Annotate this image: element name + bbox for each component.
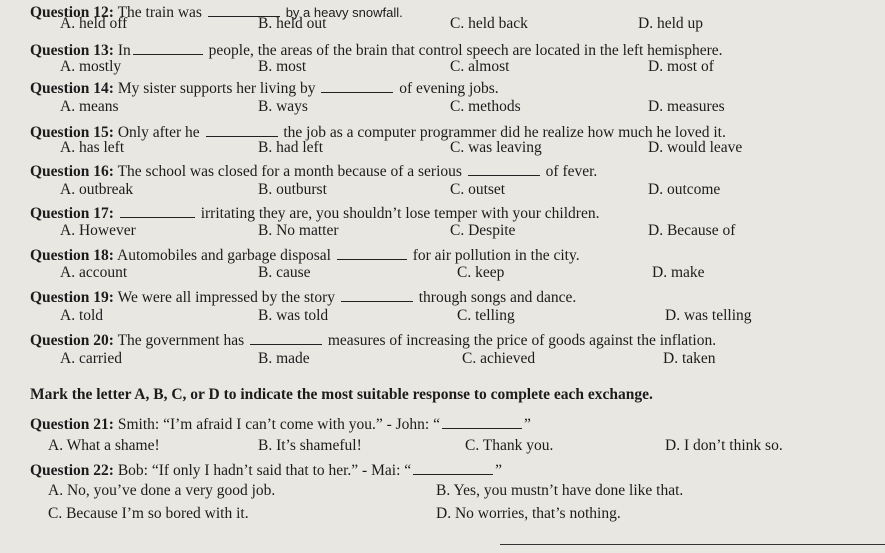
stem-after: the job as a computer programmer did he realize how much he loved it. [283, 124, 726, 141]
option-d: D. held up [638, 15, 704, 32]
option-c: C. telling [457, 307, 515, 324]
stem-before: In [117, 42, 131, 59]
option-a: A. account [60, 264, 128, 281]
option-a: A. However [60, 222, 136, 239]
stem-before: The train was [117, 4, 202, 21]
question-16 [30, 161, 597, 181]
question-14 [30, 78, 499, 98]
stem-after: for air pollution in the city. [412, 247, 580, 264]
stem-after: of fever. [545, 163, 598, 180]
option-a: A. told [60, 307, 104, 324]
options-14 [0, 98, 885, 118]
question-label: Question 16: [30, 163, 114, 180]
answer-blank [206, 122, 278, 137]
option-a: A. What a shame! [48, 437, 160, 454]
question-label: Question 20: [30, 332, 114, 349]
option-a: A. means [60, 98, 119, 115]
stem-after: ” [523, 416, 531, 433]
answer-blank [120, 203, 195, 218]
options-17 [0, 222, 885, 242]
option-a: A. carried [60, 350, 122, 367]
option-c: C. achieved [462, 350, 536, 367]
option-b: B. had left [258, 139, 323, 156]
stem-before: The school was closed for a month because of a serious [117, 163, 462, 180]
stem-before: Smith: “I’m afraid I can’t come with you.” - John: “ [117, 416, 440, 433]
option-d: D. No worries, that’s nothing. [436, 505, 621, 522]
stem-before: My sister supports her living by [117, 80, 316, 97]
question-label: Question 19: [30, 289, 114, 306]
options-18 [0, 264, 885, 284]
options-22-row1 [0, 482, 885, 502]
question-19 [30, 287, 576, 307]
question-label: Question 18: [30, 247, 114, 264]
options-12 [0, 15, 885, 35]
stem-after: irritating they are, you shouldn’t lose temper with your children. [200, 205, 600, 222]
option-d: D. outcome [648, 181, 721, 198]
option-a: A. has left [60, 139, 125, 156]
option-c: C. Thank you. [465, 437, 554, 454]
option-a: A. held off [60, 15, 128, 32]
option-c: C. held back [450, 15, 528, 32]
option-d: D. I don’t think so. [665, 437, 783, 454]
option-c: C. Because I’m so bored with it. [48, 505, 249, 522]
option-b: B. was told [258, 307, 329, 324]
question-21 [30, 414, 531, 434]
option-d: D. measures [648, 98, 725, 115]
option-d: D. would leave [648, 139, 743, 156]
answer-blank [442, 414, 522, 429]
bottom-divider [500, 544, 885, 545]
option-d: D. Because of [648, 222, 736, 239]
option-b: B. most [258, 58, 307, 75]
answer-blank [341, 287, 413, 302]
options-13 [0, 58, 885, 78]
option-c: C. almost [450, 58, 510, 75]
question-22 [30, 460, 502, 480]
options-19 [0, 307, 885, 327]
option-c: C. was leaving [450, 139, 542, 156]
option-b: B. outburst [258, 181, 327, 198]
stem-before: We were all impressed by the story [117, 289, 335, 306]
option-a: A. mostly [60, 58, 122, 75]
question-label: Question 22: [30, 462, 114, 479]
option-c: C. outset [450, 181, 506, 198]
stem-before: Automobiles and garbage disposal [117, 247, 331, 264]
stem-after: people, the areas of the brain that control speech are located in the left hemisphere. [208, 42, 723, 59]
answer-blank [133, 40, 203, 55]
stem-after: of evening jobs. [399, 80, 499, 97]
section-instruction: Mark the letter A, B, C, or D to indicate the most suitable response to complete each exchange. [30, 386, 653, 403]
stem-before: The government has [117, 332, 245, 349]
answer-blank [413, 460, 493, 475]
question-label: Question 17: [30, 205, 114, 222]
option-b: B. Yes, you mustn’t have done like that. [436, 482, 684, 499]
option-b: B. held out [258, 15, 327, 32]
stem-before: Only after he [117, 124, 200, 141]
options-20 [0, 350, 885, 370]
option-b: B. cause [258, 264, 311, 281]
question-18 [30, 245, 580, 265]
stem-after: ” [495, 462, 503, 479]
option-b: B. made [258, 350, 310, 367]
option-b: B. No matter [258, 222, 339, 239]
question-17 [30, 203, 599, 223]
option-a: A. No, you’ve done a very good job. [48, 482, 276, 499]
stem-before: Bob: “If only I hadn’t said that to her.” - Mai: “ [117, 462, 412, 479]
question-label: Question 14: [30, 80, 114, 97]
stem-after: through songs and dance. [418, 289, 577, 306]
answer-blank [468, 161, 540, 176]
option-c: C. Despite [450, 222, 516, 239]
options-22-row2 [0, 505, 885, 525]
stem-after: by a heavy snowfall. [285, 5, 403, 20]
option-b: B. It’s shameful! [258, 437, 362, 454]
stem-after: measures of increasing the price of goods against the inflation. [327, 332, 717, 349]
answer-blank [321, 78, 393, 93]
option-a: A. outbreak [60, 181, 134, 198]
option-d: D. was telling [665, 307, 752, 324]
answer-blank [337, 245, 407, 260]
option-c: C. methods [450, 98, 521, 115]
options-21 [0, 437, 885, 457]
options-16 [0, 181, 885, 201]
question-label: Question 13: [30, 42, 114, 59]
question-20 [30, 330, 716, 350]
option-d: D. most of [648, 58, 714, 75]
question-label: Question 12: [30, 4, 114, 21]
question-label: Question 15: [30, 124, 114, 141]
option-d: D. make [652, 264, 705, 281]
question-13 [30, 40, 723, 60]
question-label: Question 21: [30, 416, 114, 433]
options-15 [0, 139, 885, 159]
option-b: B. ways [258, 98, 308, 115]
option-d: D. taken [663, 350, 716, 367]
option-c: C. keep [457, 264, 505, 281]
answer-blank [250, 330, 322, 345]
